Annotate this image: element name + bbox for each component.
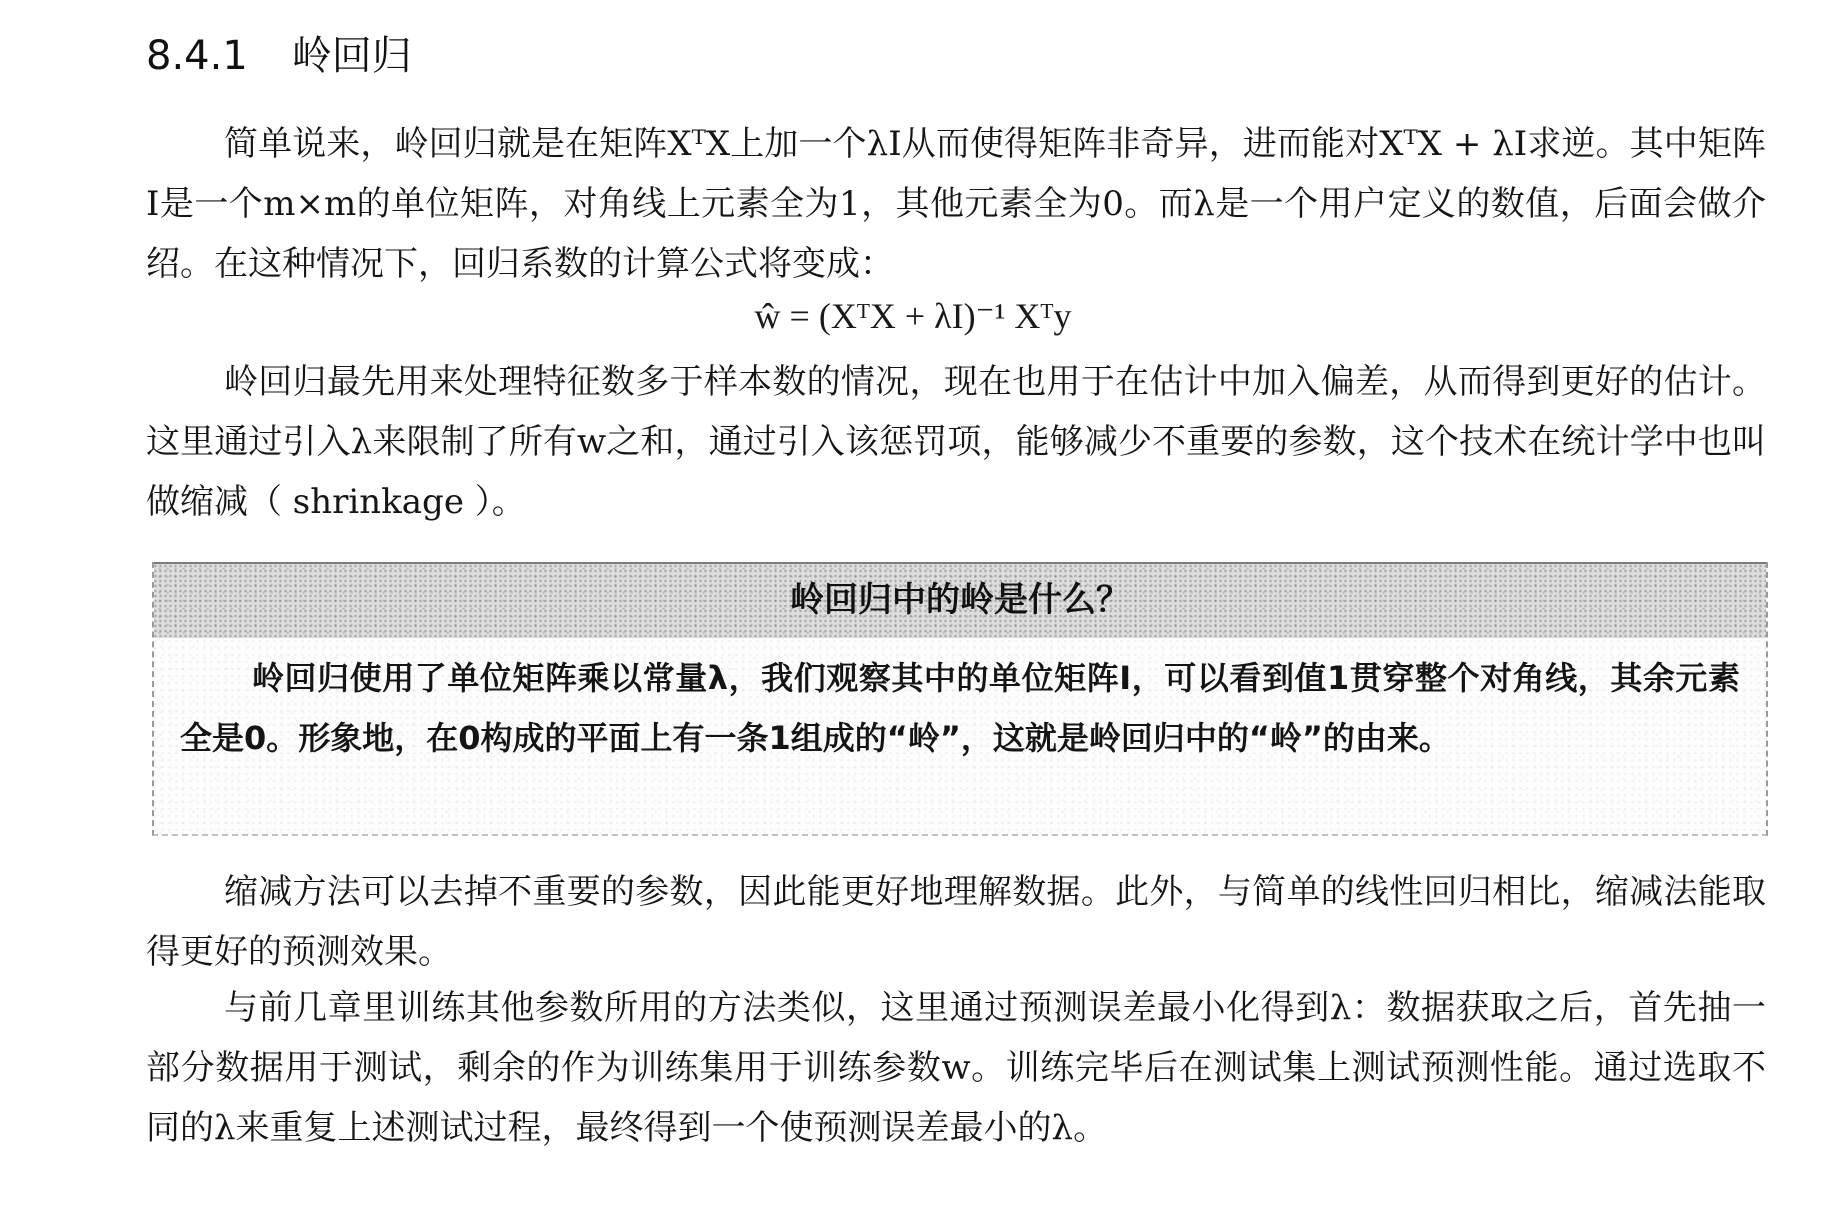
note-title: 岭回归中的岭是什么？ [790,580,1130,620]
note-body: 岭回归使用了单位矩阵乘以常量λ，我们观察其中的单位矩阵I，可以看到值1贯穿整个对角线，其余元素全是0。形象地，在0构成的平面上有一条1组成的“岭”，这就是岭回归中的“岭”的由来。 [180,659,1740,757]
note-header [154,562,1766,638]
paragraph-intro: 简单说来，岭回归就是在矩阵XᵀX上加一个λI从而使得矩阵非奇异，进而能对XᵀX + λI求逆。其中矩阵I是一个m×m的单位矩阵，对角线上元素全为1，其他元素全为0。而λ是一个用户定义的数值，后面会做介绍。在这种情况下，回归系数的计算公式将变成： [146,124,1766,284]
section-number: 8.4.1 [146,33,248,79]
ridge-formula [0,292,1826,340]
paragraph-lambda-selection: 与前几章里训练其他参数所用的方法类似，这里通过预测误差最小化得到λ：数据获取之后，首先抽一部分数据用于测试，剩余的作为训练集用于训练参数w。训练完毕后在测试集上测试预测性能。通过选取不同的λ来重复上述测试过程，最终得到一个使预测误差最小的λ。 [146,988,1766,1148]
note-box [152,562,1768,836]
section-heading [146,30,412,82]
section-title: 岭回归 [291,33,412,79]
paragraph-benefits: 缩减方法可以去掉不重要的参数，因此能更好地理解数据。此外，与简单的线性回归相比，缩减法能取得更好的预测效果。 [146,872,1766,972]
formula-text: ŵ = (XᵀX + λI)⁻¹ Xᵀy [754,296,1072,336]
paragraph-shrinkage: 岭回归最先用来处理特征数多于样本数的情况，现在也用于在估计中加入偏差，从而得到更好的估计。这里通过引入λ来限制了所有w之和，通过引入该惩罚项，能够减少不重要的参数，这个技术在统计学中也叫做缩减（ shrinkage ）。 [146,362,1766,522]
